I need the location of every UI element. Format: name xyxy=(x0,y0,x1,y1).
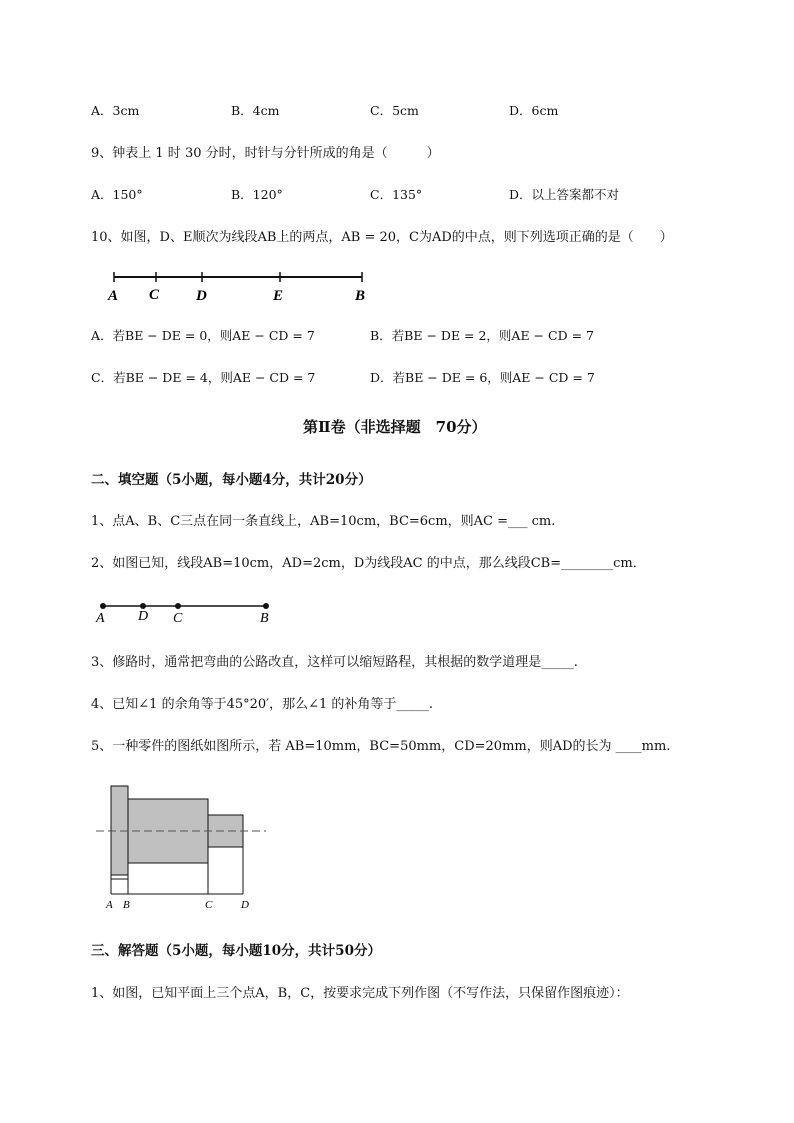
fill2-label-b: B xyxy=(260,611,269,626)
q9-option-b: B．120° xyxy=(231,187,283,202)
q9-option-c: C．135° xyxy=(370,187,423,202)
q10-segment-figure xyxy=(100,262,380,307)
fill-item-4: 4、已知∠1 的余角等于45°20′，那么∠1 的补角等于_____. xyxy=(91,697,434,712)
q10-option-b: B．若BE − DE = 2，则AE − CD = 7 xyxy=(370,328,594,343)
fill2-segment-figure xyxy=(94,597,279,629)
fill2-point-b xyxy=(263,603,269,609)
part-label-d: D xyxy=(241,899,249,911)
fill2-label-c: C xyxy=(173,611,183,626)
section3-heading: 三、解答题（5小题，每小题10分，共计50分） xyxy=(91,943,381,959)
q10-option-c: C．若BE − DE = 4，则AE − CD = 7 xyxy=(91,370,316,385)
part-label-c: C xyxy=(205,899,213,911)
q8-option-d: D．6cm xyxy=(509,103,559,118)
part2-title: 第Ⅱ卷（非选择题 70分） xyxy=(303,418,487,436)
q8-option-b: B．4cm xyxy=(231,103,280,118)
fill-item-3: 3、修路时，通常把弯曲的公路改直，这样可以缩短路程，其根据的数学道理是_____. xyxy=(91,655,578,670)
part-label-b: B xyxy=(123,899,130,911)
part-drawing-figure xyxy=(92,782,272,914)
fill2-point-c xyxy=(175,603,181,609)
label-b: B xyxy=(355,288,366,304)
label-c: C xyxy=(149,287,160,303)
q9-option-a: A．150° xyxy=(91,187,143,202)
fill2-point-a xyxy=(100,603,106,609)
q9-text: 9、钟表上 1 时 30 分时，时针与分针所成的角是（ ） xyxy=(91,146,440,161)
solve-item-1: 1、如图，已知平面上三个点A，B，C，按要求完成下列作图（不写作法，只保留作图痕迹）： xyxy=(91,986,629,1001)
fill-item-5: 5、一种零件的图纸如图所示，若 AB=10mm，BC=50mm，CD=20mm，则AD的长为 ____mm. xyxy=(91,739,671,754)
part-shaft xyxy=(208,815,243,847)
q10-option-d: D．若BE − DE = 6，则AE − CD = 7 xyxy=(370,370,595,385)
q10-option-a: A．若BE − DE = 0，则AE − CD = 7 xyxy=(91,328,315,343)
q8-option-c: C．5cm xyxy=(370,103,419,118)
part-label-a: A xyxy=(106,899,113,911)
q10-text: 10、如图，D、E顺次为线段AB上的两点，AB = 20，C为AD的中点，则下列选项正确的是（ ） xyxy=(91,230,673,245)
label-d: D xyxy=(196,288,207,304)
label-a: A xyxy=(108,288,119,304)
section2-heading: 二、填空题（5小题，每小题4分，共计20分） xyxy=(91,472,372,488)
fill-item-1: 1、点A、B、C三点在同一条直线上，AB=10cm，BC=6cm，则AC =___ cm. xyxy=(91,514,556,529)
fill2-label-d: D xyxy=(138,609,149,624)
q8-option-a: A．3cm xyxy=(91,103,140,118)
label-e: E xyxy=(273,288,284,304)
fill-item-2: 2、如图已知，线段AB=10cm，AD=2cm，D为线段AC 的中点，那么线段CB=________cm． xyxy=(91,556,646,571)
q9-option-d: D．以上答案都不对 xyxy=(509,187,620,202)
fill2-label-a: A xyxy=(96,611,105,626)
